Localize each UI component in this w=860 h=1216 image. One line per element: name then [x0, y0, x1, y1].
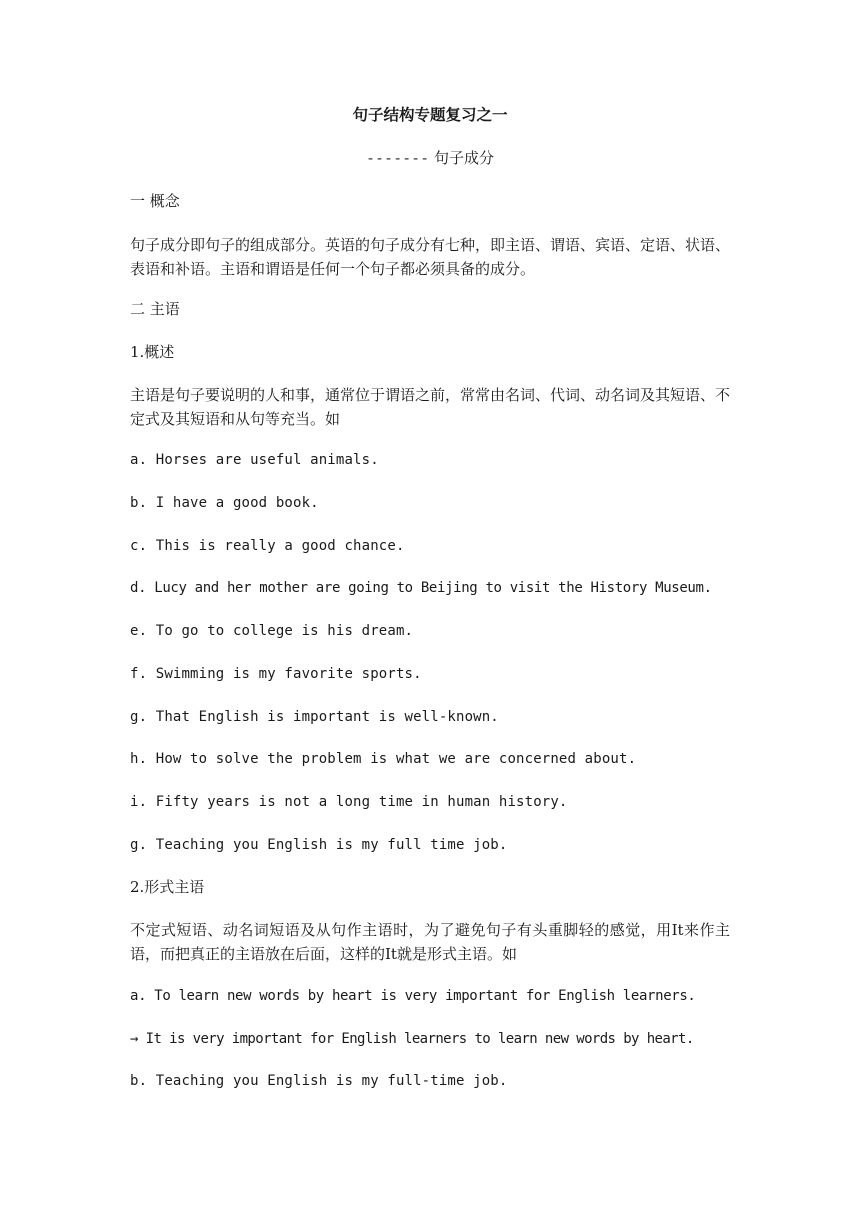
example-sentence: a. To learn new words by heart is very important for English learners.	[130, 988, 696, 1004]
concept-paragraph: 句子成分即句子的组成部分。英语的句子成分有七种，即主语、谓语、宾语、定语、状语、表语和补语。主语和谓语是任何一个句子都必须具备的成分。	[130, 236, 731, 278]
example-sentence: d. Lucy and her mother are going to Beijing to visit the History Museum.	[130, 580, 712, 596]
example-sentence: b. Teaching you English is my full-time job.	[130, 1073, 508, 1089]
example-sentence: g. Teaching you English is my full time job.	[130, 837, 508, 853]
formal-subject-paragraph: 不定式短语、动名词短语及从句作主语时，为了避免句子有头重脚轻的感觉，用It来作主语，而把真正的主语放在后面，这样的It就是形式主语。如	[130, 921, 730, 963]
subtitle-text: 句子成分	[433, 149, 494, 167]
section-heading-subject: 二 主语	[130, 300, 180, 318]
subtitle-dashes: -------	[365, 149, 430, 167]
example-sentence: h. How to solve the problem is what we are concerned about.	[130, 751, 637, 767]
document-title: 句子结构专题复习之一	[352, 105, 508, 124]
example-sentence: i. Fifty years is not a long time in human history.	[130, 794, 568, 810]
example-sentence: b. I have a good book.	[130, 495, 319, 511]
example-sentence: a. Horses are useful animals.	[130, 452, 379, 468]
document-subtitle	[0, 147, 860, 169]
example-sentence: g. That English is important is well-known.	[130, 709, 499, 725]
example-sentence: e. To go to college is his dream.	[130, 623, 414, 639]
example-sentence: f. Swimming is my favorite sports.	[130, 666, 422, 682]
example-sentence-rewritten: → It is very important for English learners to learn new words by heart.	[130, 1031, 694, 1047]
overview-paragraph: 主语是句子要说明的人和事，通常位于谓语之前，常常由名词、代词、动名词及其短语、不定式及其短语和从句等充当。如	[130, 386, 731, 428]
subsection-heading-overview: 1.概述	[130, 343, 175, 361]
subsection-heading-formal-subject: 2.形式主语	[130, 878, 205, 896]
section-heading-concept: 一 概念	[130, 192, 180, 210]
example-sentence: c. This is really a good chance.	[130, 538, 405, 554]
